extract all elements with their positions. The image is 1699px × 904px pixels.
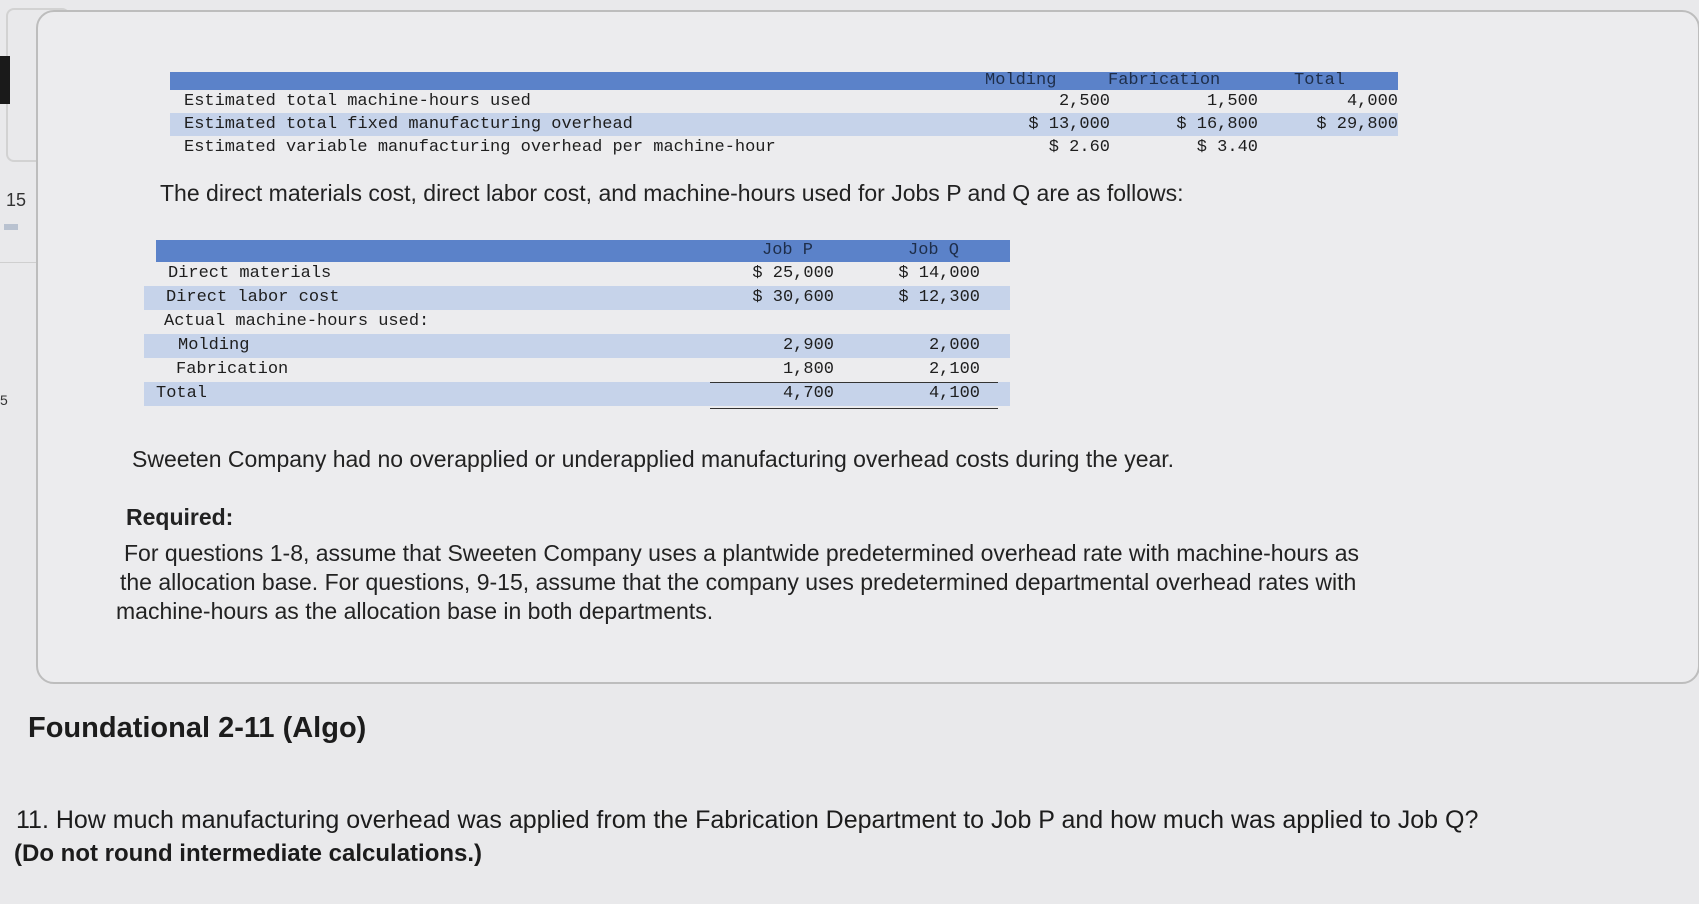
intro-text: The direct materials cost, direct labor cost, and machine-hours used for Jobs P and Q are as follows:	[160, 180, 1184, 206]
row-label: Direct materials	[168, 264, 332, 283]
col-header-job-q: Job Q	[908, 241, 960, 260]
gutter-small-number: 5	[0, 392, 8, 408]
cell-job-q: 2,000	[928, 336, 980, 355]
cell-molding: $ 13,000	[1028, 115, 1110, 134]
table-row	[144, 334, 1010, 358]
cell-molding: $ 2.60	[1048, 138, 1110, 157]
cell-job-q: $ 14,000	[898, 264, 980, 283]
table-row	[170, 113, 1398, 136]
row-label: Molding	[178, 336, 250, 355]
table-row	[144, 310, 1010, 334]
col-header-molding: Molding	[985, 71, 1057, 90]
cell-total: $ 29,800	[1316, 115, 1398, 134]
cell-job-p: $ 25,000	[752, 264, 834, 283]
col-header-total: Total	[1294, 71, 1346, 90]
cell-job-p: 2,900	[782, 336, 834, 355]
question-text: 11. How much manufacturing overhead was applied from the Fabrication Department to Job P and how much was applied to Job Q?	[16, 806, 1479, 834]
gutter-tick	[4, 224, 18, 230]
jobs-table	[144, 240, 1010, 406]
overhead-table	[170, 72, 1398, 159]
table-row	[144, 358, 1010, 382]
cell-total: 4,000	[1346, 92, 1398, 111]
cell-molding: 2,500	[1058, 92, 1110, 111]
required-label: Required:	[126, 504, 234, 530]
required-line-3: machine-hours as the allocation base in both departments.	[116, 598, 714, 624]
row-label: Fabrication	[176, 360, 289, 379]
row-label: Estimated total machine-hours used	[184, 92, 531, 111]
table-row	[144, 286, 1010, 310]
question-note: (Do not round intermediate calculations.)	[14, 840, 483, 867]
gutter-question-number: 15	[6, 190, 27, 210]
gutter-marker	[0, 56, 10, 104]
col-header-job-p: Job P	[762, 241, 814, 260]
cell-fabrication: $ 3.40	[1196, 138, 1258, 157]
required-line-1: For questions 1-8, assume that Sweeten Company uses a plantwide predetermined overhead rate with machine-hours as	[124, 540, 1360, 566]
table-row	[144, 262, 1010, 286]
row-label: Estimated variable manufacturing overhead per machine-hour	[184, 138, 776, 157]
cell-job-q: 2,100	[928, 360, 980, 379]
jobs-table-header	[156, 240, 1010, 262]
cell-fabrication: $ 16,800	[1176, 115, 1258, 134]
cell-fabrication: 1,500	[1206, 92, 1258, 111]
table-row	[170, 90, 1398, 113]
row-label: Estimated total fixed manufacturing overhead	[184, 115, 633, 134]
cell-job-p: 4,700	[782, 384, 834, 403]
row-label: Actual machine-hours used:	[164, 312, 430, 331]
statement-text: Sweeten Company had no overapplied or underapplied manufacturing overhead costs during the year.	[132, 446, 1175, 472]
subtotal-rule	[710, 382, 998, 383]
required-line-2: the allocation base. For questions, 9-15, assume that the company uses predetermined departmental overhead rates with	[120, 569, 1357, 595]
table-row	[170, 136, 1398, 159]
col-header-fabrication: Fabrication	[1108, 71, 1221, 90]
section-heading: Foundational 2-11 (Algo)	[28, 712, 367, 744]
row-label: Total	[156, 384, 208, 403]
overhead-table-header	[170, 72, 1398, 90]
total-rule	[710, 408, 998, 409]
table-row	[144, 382, 1010, 406]
cell-job-p: $ 30,600	[752, 288, 834, 307]
cell-job-q: 4,100	[928, 384, 980, 403]
cell-job-p: 1,800	[782, 360, 834, 379]
row-label: Direct labor cost	[166, 288, 340, 307]
cell-job-q: $ 12,300	[898, 288, 980, 307]
